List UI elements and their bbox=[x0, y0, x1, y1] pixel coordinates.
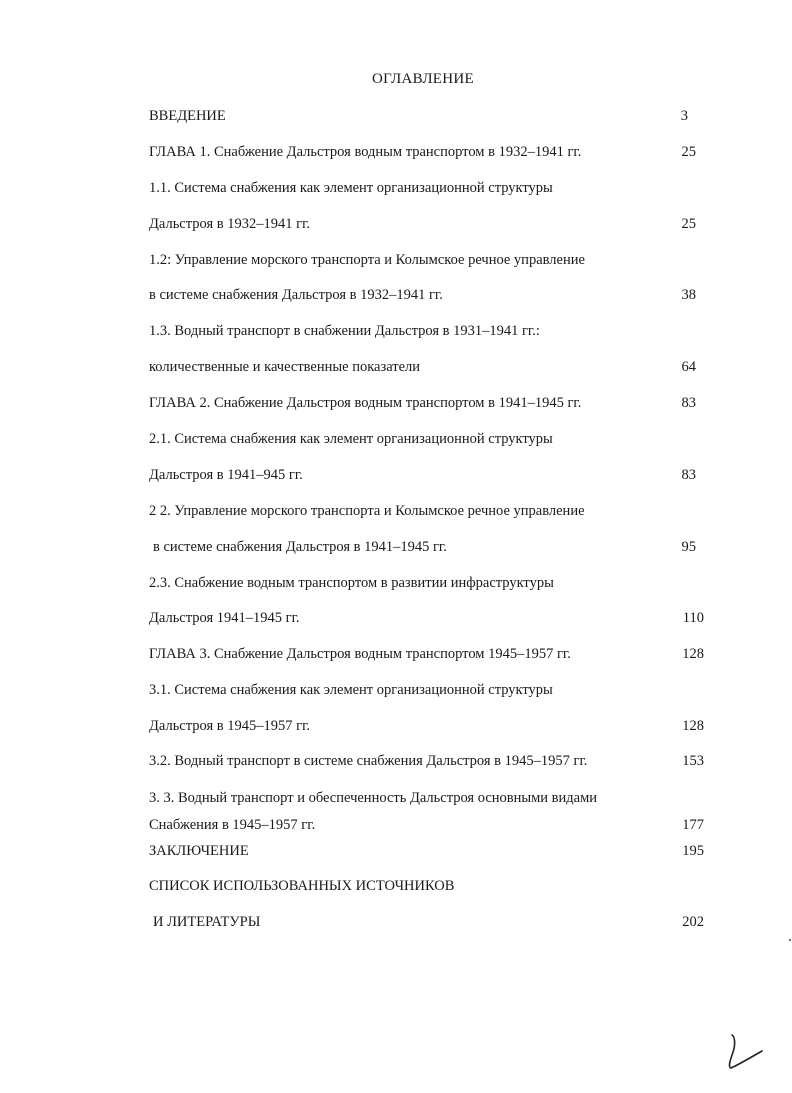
toc-line-section-2-1-cont: Дальстроя в 1941–945 гг. bbox=[149, 467, 303, 483]
toc-page-number: 202 bbox=[682, 914, 704, 930]
toc-page-number: 128 bbox=[682, 718, 704, 734]
toc-line-section-3-1: 3.1. Система снабжения как элемент организационной структуры bbox=[149, 682, 553, 698]
toc-line-section-3-1-cont: Дальстроя в 1945–1957 гг. bbox=[149, 718, 311, 734]
toc-line-section-1-1: 1.1. Система снабжения как элемент организационной структуры bbox=[149, 180, 553, 196]
toc-page-number: 110 bbox=[682, 610, 704, 626]
toc-line-section-2-2-cont: в системе снабжения Дальстроя в 1941–1945 гг. bbox=[153, 539, 447, 555]
toc-page-number: 25 bbox=[681, 144, 696, 160]
toc-page-number: 153 bbox=[682, 753, 704, 769]
toc-line-section-3-3: 3. 3. Водный транспорт и обеспеченность Дальстроя основными видами bbox=[149, 790, 598, 806]
toc-line-section-1-3-cont: количественные и качественные показатели bbox=[149, 359, 421, 375]
toc-page-number: 25 bbox=[681, 216, 696, 232]
toc-line-section-2-3-cont: Дальстроя 1941–1945 гг. bbox=[149, 610, 300, 626]
toc-line-section-3-3-cont: Снабжения в 1945–1957 гг. bbox=[149, 817, 316, 833]
toc-page-number: 195 bbox=[682, 843, 704, 859]
toc-line-chapter-2: ГЛАВА 2. Снабжение Дальстроя водным транспортом в 1941–1945 гг. bbox=[149, 395, 582, 411]
toc-line-section-1-2-cont: в системе снабжения Дальстроя в 1932–1941 гг. bbox=[149, 287, 443, 303]
toc-line-section-1-1-cont: Дальстроя в 1932–1941 гг. bbox=[149, 216, 311, 232]
toc-line-introduction: ВВЕДЕНИЕ bbox=[149, 108, 226, 124]
toc-line-section-1-2: 1.2: Управление морского транспорта и Колымское речное управление bbox=[149, 252, 585, 268]
toc-page-number: 83 bbox=[681, 467, 696, 483]
toc-line-section-2-2: 2 2. Управление морского транспорта и Колымское речное управление bbox=[149, 503, 585, 519]
toc-line-chapter-3: ГЛАВА 3. Снабжение Дальстроя водным транспортом 1945–1957 гг. bbox=[149, 646, 571, 662]
toc-line-bibliography-cont: И ЛИТЕРАТУРЫ bbox=[153, 914, 261, 930]
toc-page-number: 95 bbox=[681, 539, 696, 555]
toc-page-number: 64 bbox=[681, 359, 696, 375]
toc-line-section-2-1: 2.1. Система снабжения как элемент организационной структуры bbox=[149, 431, 553, 447]
toc-line-section-2-3: 2.3. Снабжение водным транспортом в развитии инфраструктуры bbox=[149, 575, 554, 591]
toc-page-number: 177 bbox=[682, 817, 704, 833]
handwritten-page-mark-icon bbox=[722, 1025, 772, 1075]
toc-line-bibliography: СПИСОК ИСПОЛЬЗОВАННЫХ ИСТОЧНИКОВ bbox=[149, 878, 455, 894]
toc-page-number: 83 bbox=[681, 395, 696, 411]
toc-line-conclusion: ЗАКЛЮЧЕНИЕ bbox=[149, 843, 249, 859]
toc-page-number: 3 bbox=[680, 108, 688, 124]
page-title: ОГЛАВЛЕНИЕ bbox=[372, 71, 474, 87]
toc-line-section-3-2: 3.2. Водный транспорт в системе снабжения Дальстроя в 1945–1957 гг. bbox=[149, 753, 588, 769]
toc-page-number: 128 bbox=[682, 646, 704, 662]
toc-page-number: 38 bbox=[681, 287, 696, 303]
toc-line-chapter-1: ГЛАВА 1. Снабжение Дальстроя водным транспортом в 1932–1941 гг. bbox=[149, 144, 582, 160]
toc-line-section-1-3: 1.3. Водный транспорт в снабжении Дальстроя в 1931–1941 гг.: bbox=[149, 323, 540, 339]
scan-speck bbox=[789, 939, 791, 941]
